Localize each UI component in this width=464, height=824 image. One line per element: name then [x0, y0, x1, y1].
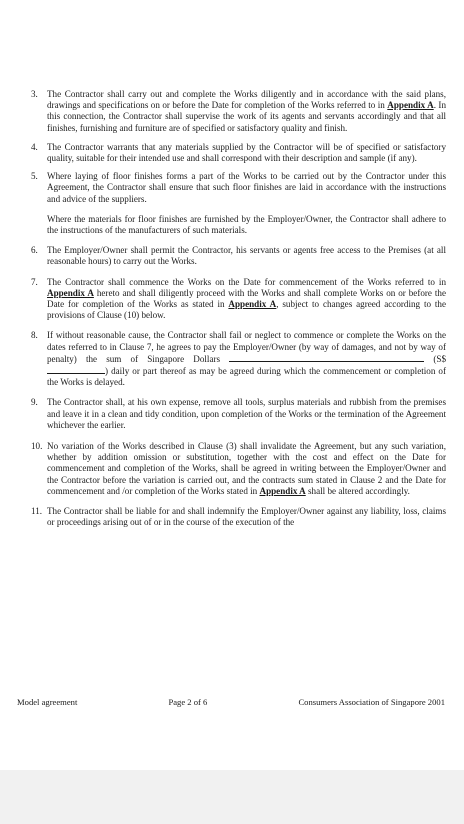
- page-footer: [17, 697, 445, 708]
- appendix-reference: Appendix A: [259, 485, 306, 496]
- clause-number: 7.: [31, 276, 38, 287]
- clause-number: 9.: [31, 397, 38, 408]
- clause-text: No variation of the Works described in Clause (3) shall invalidate the Agreement, but any such variation, whether by addition omission or substitution, together with the cost and effect on the Date for commencement and completion of the Works, shall be agreed in writing between the Employer/Owner and the Contractor before the variation is carried out, and the contracts sum stated in Clause 2 and the Date for commencement and /or completion of the Works stated in Appendix A shall be altered accordingly.: [47, 441, 446, 496]
- clause-7: [31, 277, 446, 322]
- clause-paragraph: Where the materials for floor finishes are furnished by the Employer/Owner, the Contractor shall adhere to the instructions of the manufacturers of such materials.: [47, 213, 446, 236]
- footer-document-name: Model agreement: [17, 697, 78, 707]
- clause-11: [31, 506, 446, 528]
- clause-text: The Contractor shall, at his own expense, remove all tools, surplus materials and rubbish from the premises and leave it in a clean and tidy condition, upon completion of the Works or the termination of the Agreement whichever the earlier.: [47, 397, 446, 430]
- clause-4: [31, 142, 446, 164]
- clause-5: [31, 171, 446, 236]
- page-number: Page 2 of 6: [168, 697, 208, 707]
- clause-text: The Contractor shall carry out and complete the Works diligently and in accordance with the said plans, drawings and specifications on or before the Date for completion of the Works referred to in Appendix A. In this connection, the Contractor shall supervise the work of its agents and servants accordingly and that all finishes, furnishing and furniture are of specified or satisfactory quality and finish.: [47, 89, 446, 133]
- clause-text: The Contractor shall commence the Works on the Date for commencement of the Works referred to in Appendix A hereto and shall diligently proceed with the Works and shall complete Works on or before the Date for completion of the Works as stated in Appendix A, subject to changes agreed according to the provisions of Clause (10) below.: [47, 276, 446, 321]
- clause-10: [31, 441, 446, 497]
- clause-number: 10.: [31, 441, 43, 452]
- clause-list: [31, 89, 446, 529]
- clause-number: 3.: [31, 89, 38, 99]
- clause-text: The Employer/Owner shall permit the Contractor, his servants or agents free access to the Premises (at all reasonable hours) to carry out the Works.: [47, 245, 446, 267]
- clause-8: [31, 330, 446, 388]
- clause-6: [31, 245, 446, 267]
- clause-number: 4.: [31, 141, 38, 152]
- clause-number: 6.: [31, 245, 38, 256]
- clause-9: [31, 397, 446, 431]
- clause-text: The Contractor shall be liable for and shall indemnify the Employer/Owner against any liability, loss, claims or proceedings arising out of or in the course of the execution of the: [47, 506, 446, 528]
- clause-text: The Contractor warrants that any materials supplied by the Contractor will be of specified or satisfactory quality, suitable for their intended use and shall correspond with their description and sample (if any).: [47, 141, 446, 164]
- clause-number: 8.: [31, 330, 38, 341]
- appendix-reference: Appendix A: [47, 287, 94, 298]
- amount-in-figures-blank: [47, 365, 105, 374]
- clause-text: [47, 171, 446, 236]
- clause-3: [31, 89, 446, 134]
- footer-copyright: Consumers Association of Singapore 2001: [298, 697, 445, 707]
- appendix-reference: Appendix A: [228, 299, 277, 310]
- clause-number: 5.: [31, 171, 38, 182]
- clause-number: 11.: [31, 506, 43, 517]
- amount-in-words-blank: [229, 353, 424, 362]
- clause-text: If without reasonable cause, the Contractor shall fail or neglect to commence or complete the Works on the dates referred to in Clause 7, he agrees to pay the Employer/Owner (by way of damages, and not by way of penalty) the sum of Singapore Dollars (S$) daily or part thereof as may be agreed during which the commencement or completion of the Works is delayed.: [47, 330, 446, 388]
- appendix-reference: Appendix A: [387, 100, 434, 111]
- clause-paragraph: Where laying of floor finishes forms a part of the Works to be carried out by the Contractor under this Agreement, the Contractor shall ensure that such floor finishes are laid in accordance with the instructions and advice of the suppliers.: [47, 171, 446, 204]
